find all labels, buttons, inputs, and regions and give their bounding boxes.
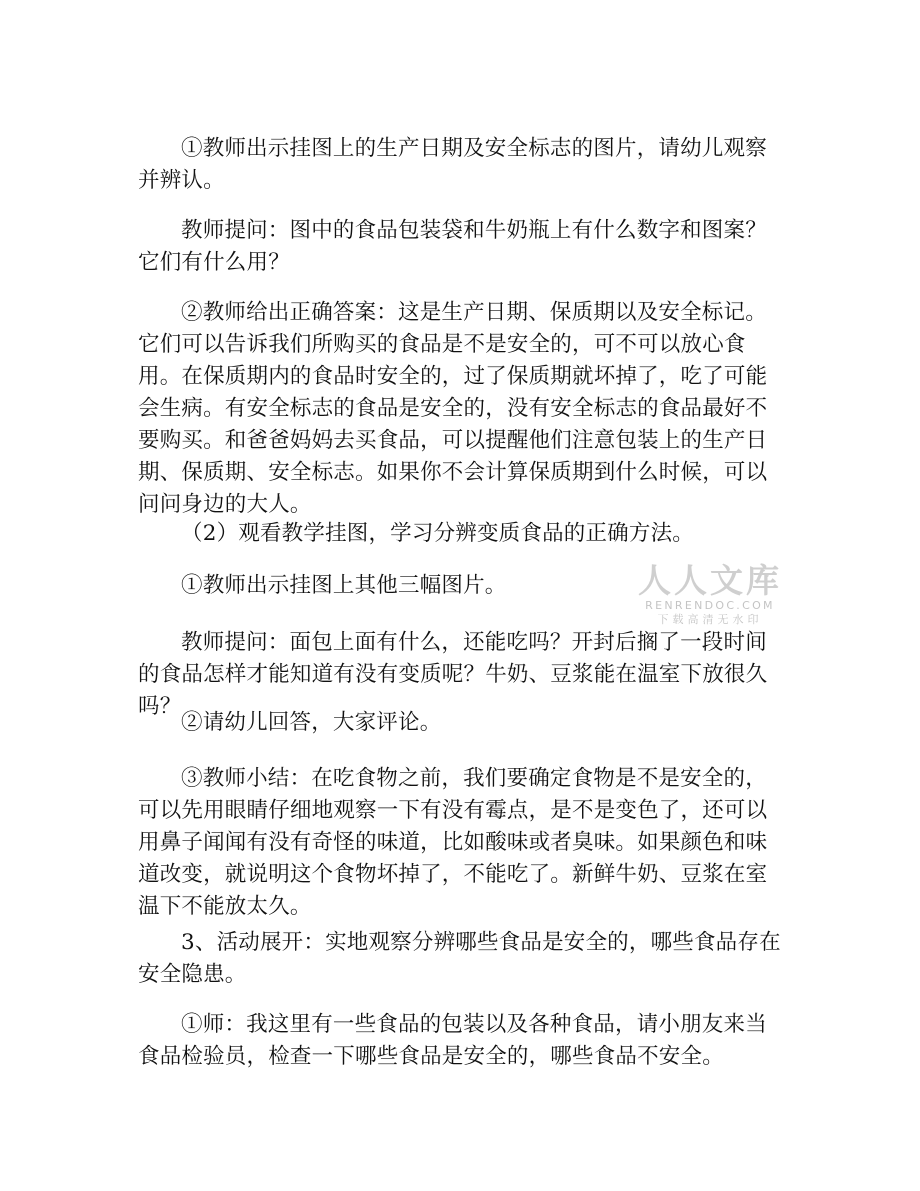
section-heading-2: （2）观看教学挂图，学习分辨变质食品的正确方法。 [181,521,694,546]
watermark-slogan: 下载高清无水印 [657,613,763,626]
watermark [630,563,790,627]
paragraph-6: 教师提问：面包上面有什么，还能吃吗？开封后搁了一段时间的食品怎样才能知道有没有变质呢？牛奶、豆浆能在温室下放很久吗？ [138,630,768,719]
paragraph-5: ①教师出示挂图上其他三幅图片。 [181,573,507,598]
paragraph-8: ③教师小结：在吃食物之前，我们要确定食物是不是安全的，可以先用眼睛仔细地观察一下有没有霉点，是不是变色了，还可以用鼻子闻闻有没有奇怪的味道，比如酸味或者臭味。如果颜色和味道改变，就说明这个食物坏掉了，不能吃了。新鲜牛奶、豆浆在室温下不能放太久。 [138,766,768,919]
paragraph-7: ②请幼儿回答，大家评论。 [181,710,442,735]
watermark-title: 人人文库 [638,561,782,600]
paragraph-3: ②教师给出正确答案：这是生产日期、保质期以及安全标记。它们可以告诉我们所购买的食品是不是安全的，可不可以放心食用。在保质期内的食品时安全的，过了保质期就坏掉了，吃了可能会生病。有安全标志的食品是安全的，没有安全标志的食品最好不要购买。和爸爸妈妈去买食品，可以提醒他们注意包装上的生产日期、保质期、安全标志。如果你不会计算保质期到什么时候，可以问问身边的大人。 [138,300,768,517]
paragraph-2: 教师提问：图中的食品包装袋和牛奶瓶上有什么数字和图案？它们有什么用？ [138,218,767,275]
paragraph-10: ①师：我这里有一些食品的包装以及各种食品，请小朋友来当食品检验员，检查一下哪些食品是安全的，哪些食品不安全。 [138,1012,767,1069]
watermark-domain: RENRENDOC.COM [645,599,775,612]
paragraph-1: ①教师出示挂图上的生产日期及安全标志的图片，请幼儿观察并辨认。 [138,136,767,193]
paragraph-9: 3、活动展开：实地观察分辨哪些食品是安全的，哪些食品存在安全隐患。 [138,930,781,987]
